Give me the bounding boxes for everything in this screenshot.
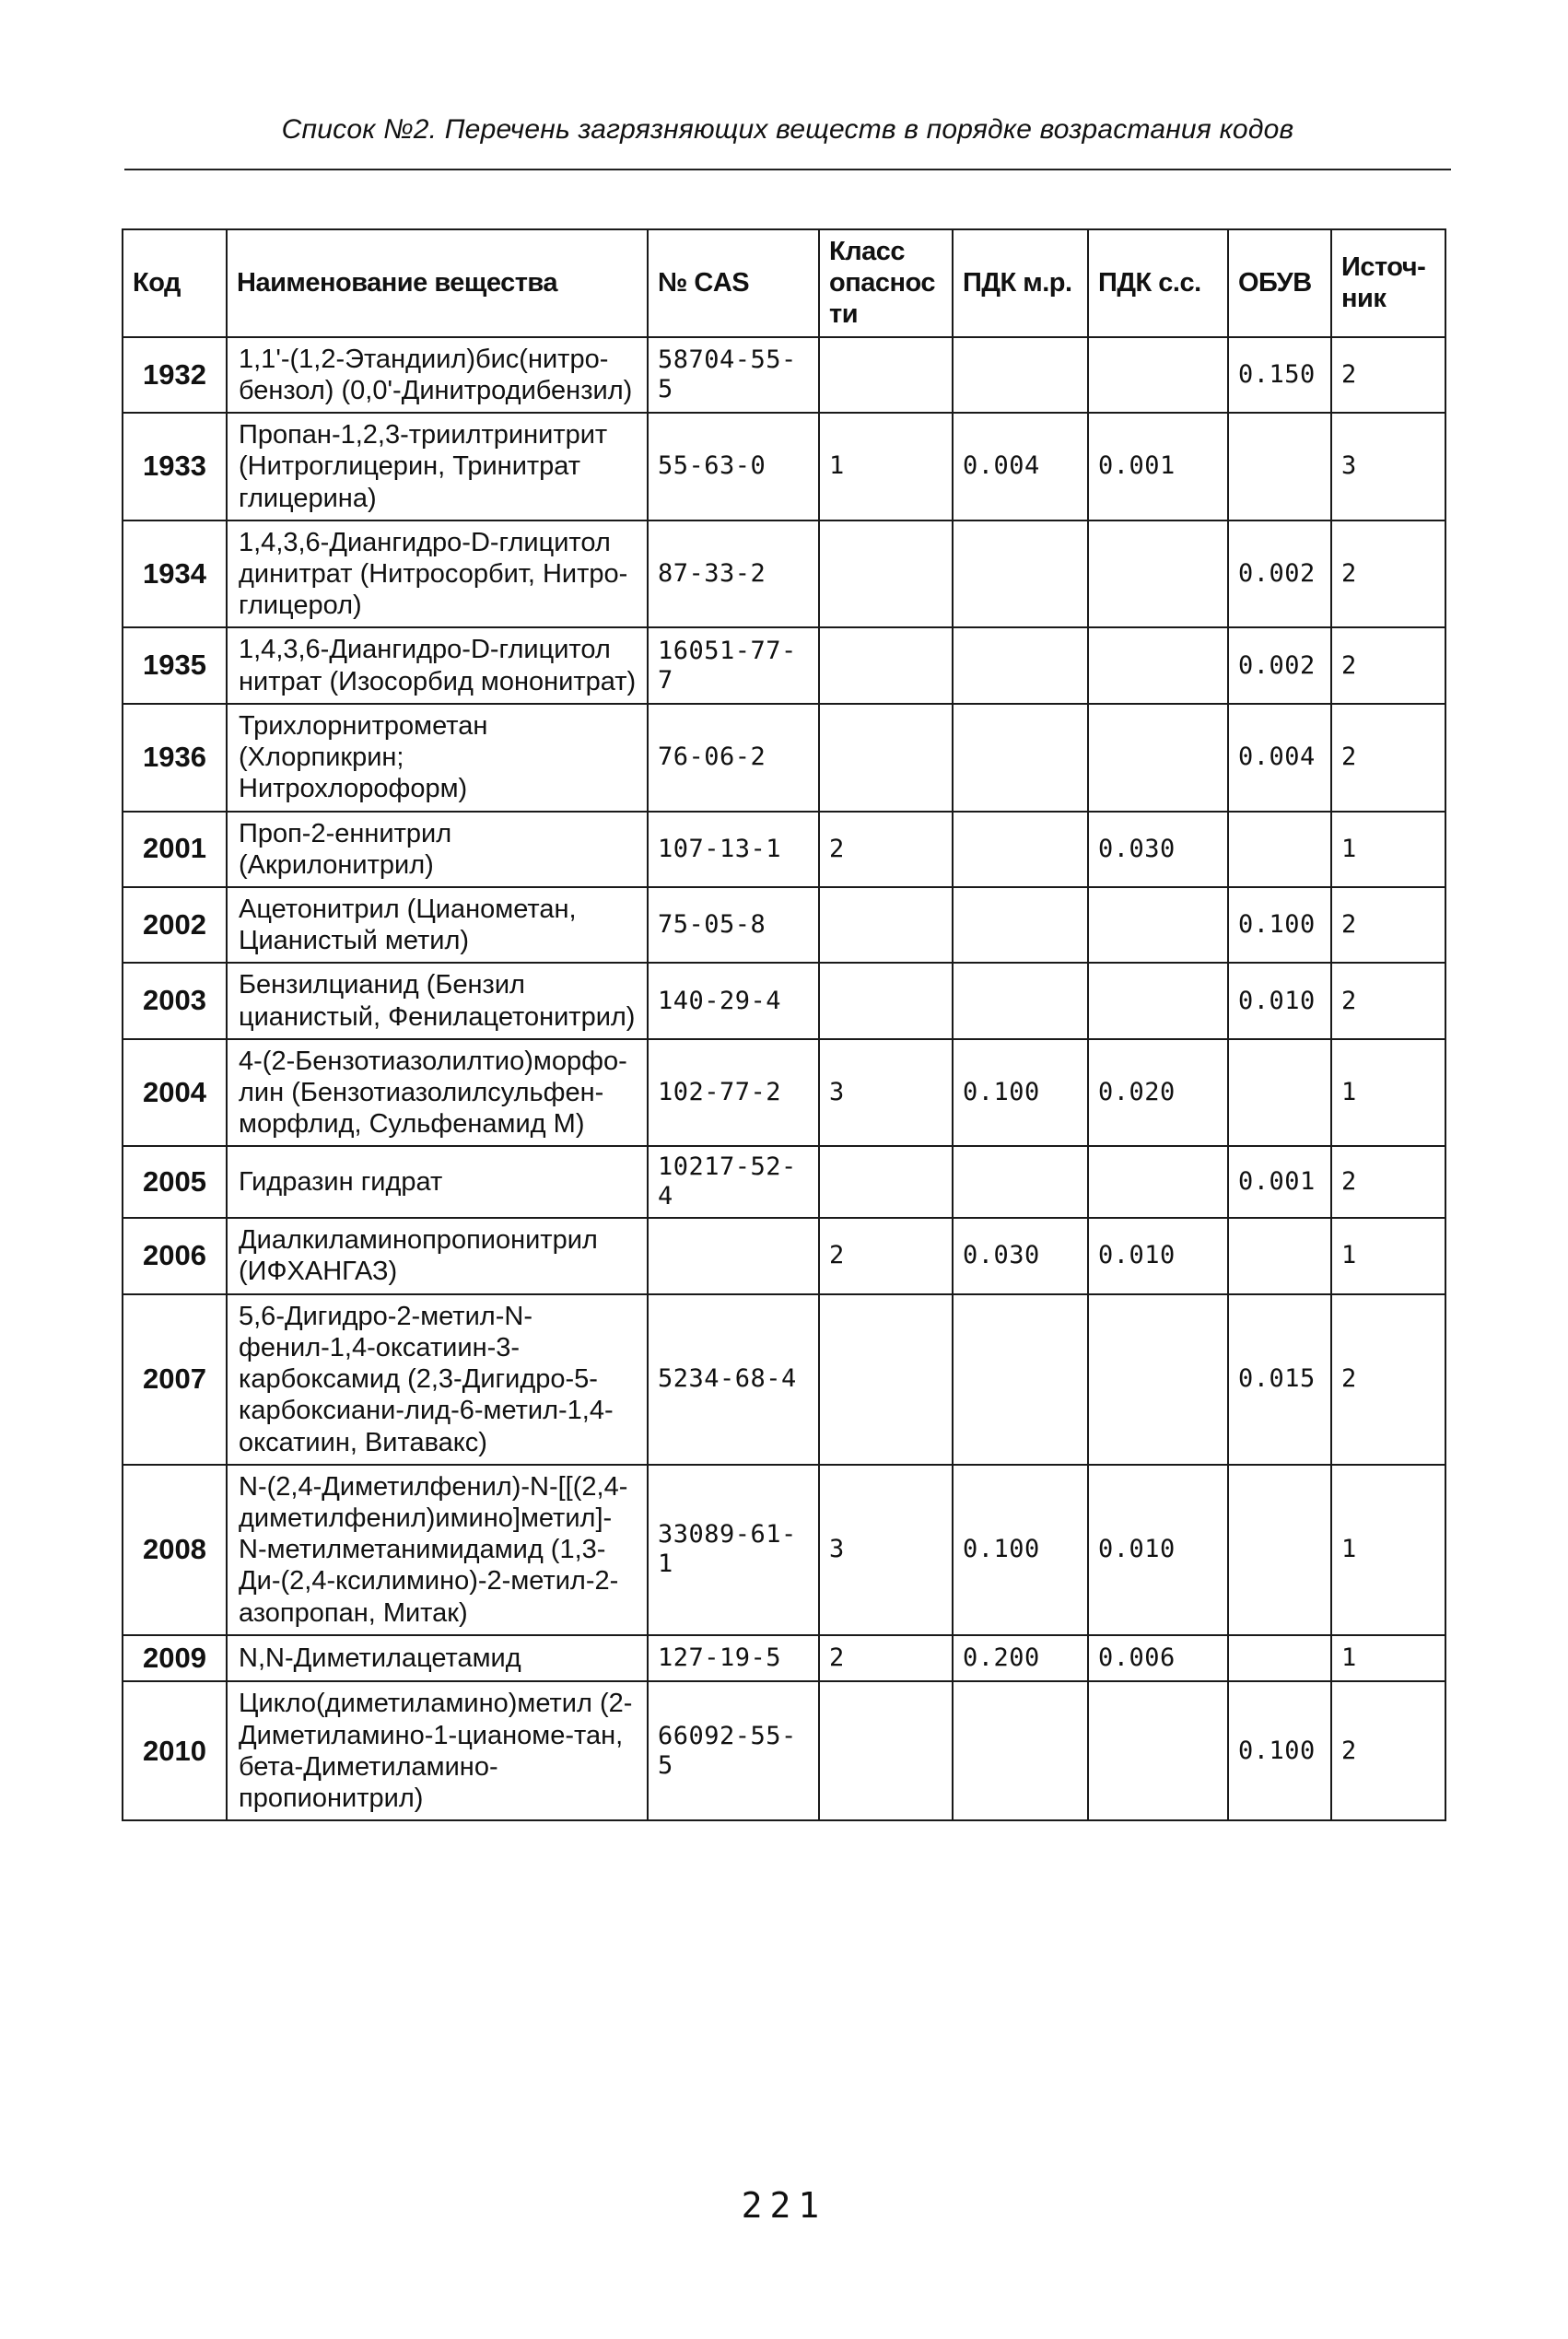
table-row — [123, 413, 1445, 520]
cell-code: 2009 — [123, 1635, 227, 1682]
cell-pdk-mr: 0.100 — [953, 1465, 1088, 1635]
cell-cas: 107-13-1 — [648, 812, 819, 887]
cell-obuv: 0.010 — [1228, 963, 1331, 1038]
cell-obuv — [1228, 1635, 1331, 1682]
cell-obuv — [1228, 812, 1331, 887]
cell-pdk-mr — [953, 963, 1088, 1038]
cell-code: 2007 — [123, 1294, 227, 1465]
cell-name: 1,4,3,6-Диангидро-D-глицитол нитрат (Изосорбид мононитрат) — [227, 627, 648, 703]
cell-obuv — [1228, 1218, 1331, 1293]
cell-pdk-ss: 0.001 — [1088, 413, 1228, 520]
column-header-code: Код — [123, 229, 227, 337]
cell-pdk-ss — [1088, 337, 1228, 413]
cell-cas: 66092-55-5 — [648, 1681, 819, 1820]
cell-hazard-class — [819, 337, 953, 413]
cell-code: 1935 — [123, 627, 227, 703]
cell-name: 5,6-Дигидро-2-метил-N-фенил-1,4-оксатиин-3-карбоксамид (2,3-Дигидро-5-карбоксиани-лид-6-метил-1,4-оксатиин, Витавакс) — [227, 1294, 648, 1465]
cell-source: 2 — [1331, 963, 1445, 1038]
cell-hazard-class — [819, 1146, 953, 1218]
cell-code: 2003 — [123, 963, 227, 1038]
cell-pdk-mr — [953, 887, 1088, 963]
cell-pdk-mr — [953, 1294, 1088, 1465]
table-row — [123, 337, 1445, 413]
cell-source: 2 — [1331, 1294, 1445, 1465]
cell-hazard-class: 2 — [819, 1635, 953, 1682]
cell-name: Бензилцианид (Бензил цианистый, Фенилацетонитрил) — [227, 963, 648, 1038]
cell-hazard-class: 1 — [819, 413, 953, 520]
cell-pdk-ss — [1088, 887, 1228, 963]
cell-source: 2 — [1331, 704, 1445, 812]
cell-pdk-ss — [1088, 520, 1228, 628]
cell-source: 2 — [1331, 1681, 1445, 1820]
cell-hazard-class — [819, 704, 953, 812]
cell-source: 2 — [1331, 520, 1445, 628]
cell-pdk-mr: 0.030 — [953, 1218, 1088, 1293]
cell-hazard-class: 3 — [819, 1465, 953, 1635]
cell-pdk-ss — [1088, 704, 1228, 812]
table-row — [123, 520, 1445, 628]
cell-obuv — [1228, 1039, 1331, 1147]
cell-hazard-class: 3 — [819, 1039, 953, 1147]
cell-code: 2004 — [123, 1039, 227, 1147]
cell-obuv — [1228, 413, 1331, 520]
cell-source: 1 — [1331, 812, 1445, 887]
cell-name: N-(2,4-Диметилфенил)-N-[[(2,4-диметилфенил)имино]метил]-N-метилметанимидамид (1,3-Ди-(2,4-ксилимино)-2-метил-2-азопропан, Митак) — [227, 1465, 648, 1635]
cell-code: 1934 — [123, 520, 227, 628]
column-header-cas: № CAS — [648, 229, 819, 337]
cell-hazard-class: 2 — [819, 1218, 953, 1293]
cell-hazard-class — [819, 887, 953, 963]
table-row — [123, 1218, 1445, 1293]
cell-code: 1932 — [123, 337, 227, 413]
cell-pdk-mr — [953, 520, 1088, 628]
cell-pdk-ss: 0.010 — [1088, 1465, 1228, 1635]
cell-name: Гидразин гидрат — [227, 1146, 648, 1218]
cell-code: 1933 — [123, 413, 227, 520]
cell-cas — [648, 1218, 819, 1293]
cell-name: 1,4,3,6-Диангидро-D-глицитол динитрат (Нитросорбит, Нитро-глицерол) — [227, 520, 648, 628]
cell-pdk-mr — [953, 812, 1088, 887]
cell-code: 2001 — [123, 812, 227, 887]
page-title: Список №2. Перечень загрязняющих веществ в порядке возрастания кодов — [281, 114, 1294, 145]
cell-cas: 10217-52-4 — [648, 1146, 819, 1218]
cell-source: 2 — [1331, 337, 1445, 413]
cell-name: 4-(2-Бензотиазолилтио)морфо-лин (Бензотиазолилсульфен-морфлид, Сульфенамид М) — [227, 1039, 648, 1147]
cell-cas: 55-63-0 — [648, 413, 819, 520]
cell-obuv: 0.015 — [1228, 1294, 1331, 1465]
cell-pdk-mr: 0.200 — [953, 1635, 1088, 1682]
cell-pdk-ss — [1088, 1146, 1228, 1218]
cell-pdk-mr — [953, 1681, 1088, 1820]
cell-pdk-ss — [1088, 1294, 1228, 1465]
cell-pdk-ss: 0.030 — [1088, 812, 1228, 887]
cell-source: 2 — [1331, 887, 1445, 963]
cell-obuv: 0.004 — [1228, 704, 1331, 812]
column-header-hazard-class: Класс опасности — [819, 229, 953, 337]
cell-pdk-mr: 0.004 — [953, 413, 1088, 520]
cell-source: 3 — [1331, 413, 1445, 520]
column-header-pdk-ss: ПДК с.с. — [1088, 229, 1228, 337]
cell-name: Трихлорнитрометан (Хлорпикрин; Нитрохлороформ) — [227, 704, 648, 812]
cell-code: 2010 — [123, 1681, 227, 1820]
cell-hazard-class — [819, 1294, 953, 1465]
cell-pdk-mr: 0.100 — [953, 1039, 1088, 1147]
table-row — [123, 1465, 1445, 1635]
cell-pdk-ss — [1088, 627, 1228, 703]
table-row — [123, 1681, 1445, 1820]
cell-hazard-class: 2 — [819, 812, 953, 887]
cell-cas: 76-06-2 — [648, 704, 819, 812]
table-header-row — [123, 229, 1445, 337]
cell-code: 2006 — [123, 1218, 227, 1293]
column-header-source: Источ-ник — [1331, 229, 1445, 337]
cell-source: 1 — [1331, 1635, 1445, 1682]
cell-cas: 75-05-8 — [648, 887, 819, 963]
cell-cas: 140-29-4 — [648, 963, 819, 1038]
table-row — [123, 1039, 1445, 1147]
table-row — [123, 1146, 1445, 1218]
cell-cas: 16051-77-7 — [648, 627, 819, 703]
pollutants-table-container — [122, 228, 1446, 1821]
cell-cas: 102-77-2 — [648, 1039, 819, 1147]
cell-cas: 33089-61-1 — [648, 1465, 819, 1635]
cell-pdk-ss — [1088, 963, 1228, 1038]
cell-source: 1 — [1331, 1218, 1445, 1293]
cell-source: 2 — [1331, 627, 1445, 703]
cell-pdk-ss: 0.010 — [1088, 1218, 1228, 1293]
cell-hazard-class — [819, 963, 953, 1038]
cell-obuv: 0.001 — [1228, 1146, 1331, 1218]
table-row — [123, 627, 1445, 703]
cell-name: Диалкиламинопропионитрил (ИФХАНГАЗ) — [227, 1218, 648, 1293]
cell-obuv: 0.002 — [1228, 520, 1331, 628]
table-row — [123, 1635, 1445, 1682]
cell-code: 2005 — [123, 1146, 227, 1218]
cell-cas: 58704-55-5 — [648, 337, 819, 413]
cell-obuv: 0.150 — [1228, 337, 1331, 413]
cell-pdk-ss: 0.006 — [1088, 1635, 1228, 1682]
cell-hazard-class — [819, 627, 953, 703]
pollutants-table — [122, 228, 1446, 1821]
cell-code: 1936 — [123, 704, 227, 812]
cell-cas: 87-33-2 — [648, 520, 819, 628]
cell-pdk-mr — [953, 627, 1088, 703]
table-row — [123, 704, 1445, 812]
cell-name: Проп-2-еннитрил (Акрилонитрил) — [227, 812, 648, 887]
cell-obuv: 0.002 — [1228, 627, 1331, 703]
cell-source: 2 — [1331, 1146, 1445, 1218]
cell-name: Цикло(диметиламино)метил (2-Диметиламино-1-цианоме-тан, бета-Диметиламино-пропионитрил) — [227, 1681, 648, 1820]
header-divider — [124, 169, 1451, 170]
cell-code: 2008 — [123, 1465, 227, 1635]
cell-obuv — [1228, 1465, 1331, 1635]
column-header-obuv: ОБУВ — [1228, 229, 1331, 337]
column-header-name: Наименование вещества — [227, 229, 648, 337]
cell-pdk-ss: 0.020 — [1088, 1039, 1228, 1147]
cell-name: 1,1'-(1,2-Этандиил)бис(нитро-бензол) (0,0'-Динитродибензил) — [227, 337, 648, 413]
cell-name: Пропан-1,2,3-триилтринитрит (Нитроглицерин, Тринитрат глицерина) — [227, 413, 648, 520]
cell-pdk-mr — [953, 337, 1088, 413]
cell-cas: 127-19-5 — [648, 1635, 819, 1682]
cell-pdk-mr — [953, 704, 1088, 812]
cell-source: 1 — [1331, 1039, 1445, 1147]
table-row — [123, 812, 1445, 887]
cell-source: 1 — [1331, 1465, 1445, 1635]
cell-cas: 5234-68-4 — [648, 1294, 819, 1465]
cell-name: N,N-Диметилацетамид — [227, 1635, 648, 1682]
table-row — [123, 963, 1445, 1038]
table-row — [123, 887, 1445, 963]
cell-obuv: 0.100 — [1228, 1681, 1331, 1820]
cell-code: 2002 — [123, 887, 227, 963]
page-number: 221 — [741, 2185, 827, 2226]
cell-pdk-mr — [953, 1146, 1088, 1218]
cell-obuv: 0.100 — [1228, 887, 1331, 963]
cell-hazard-class — [819, 520, 953, 628]
cell-name: Ацетонитрил (Цианометан, Цианистый метил) — [227, 887, 648, 963]
table-row — [123, 1294, 1445, 1465]
cell-hazard-class — [819, 1681, 953, 1820]
cell-pdk-ss — [1088, 1681, 1228, 1820]
column-header-pdk-mr: ПДК м.р. — [953, 229, 1088, 337]
